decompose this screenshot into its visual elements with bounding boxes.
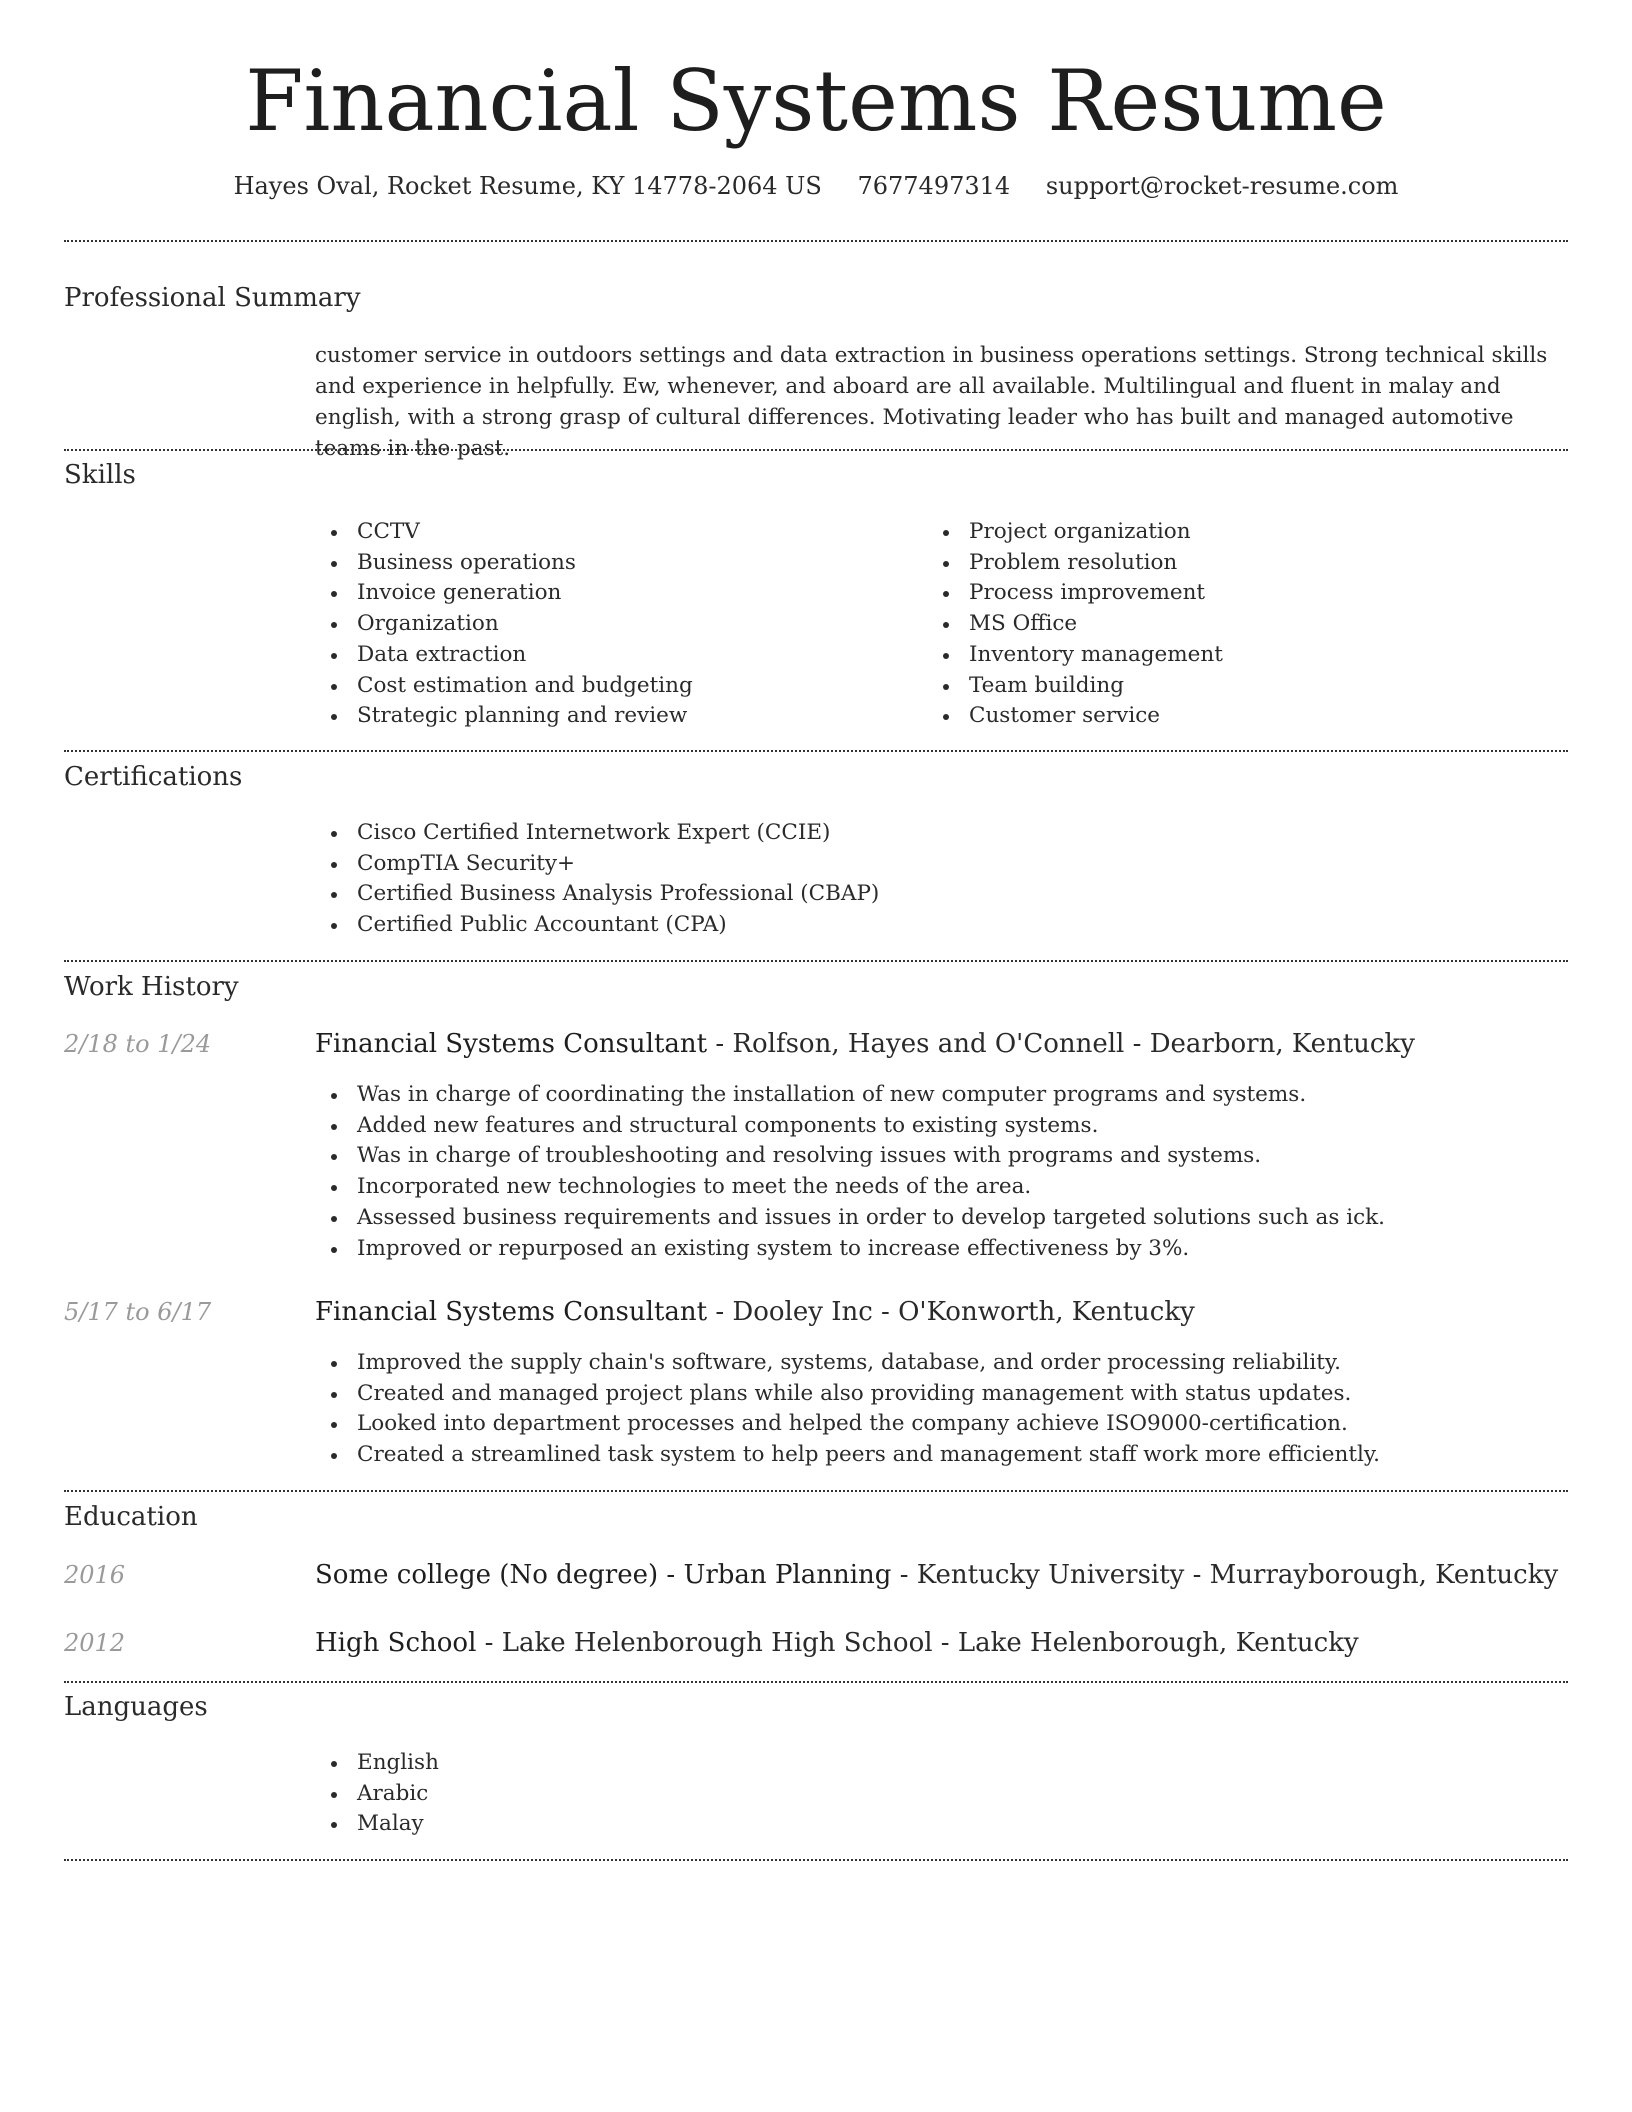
divider <box>64 750 1568 752</box>
education-entry <box>315 1628 1359 1658</box>
list-item: Was in charge of coordinating the installation of new computer programs and systems. <box>313 1080 1385 1111</box>
summary-text: customer service in outdoors settings and data extraction in business operations settings. Strong technical skills and experience in helpfully. Ew, whenever, and aboard are all available. Multilingual and fluent in malay and english, with a strong grasp of cultural differences. Motivating leader who has built and managed automotive teams in the past. <box>315 343 1548 461</box>
list-item: Business operations <box>313 548 693 579</box>
list-item: Data extraction <box>313 640 693 671</box>
list-item: Assessed business requirements and issues in order to develop targeted solutions such as ick. <box>313 1203 1385 1234</box>
list-item: Arabic <box>313 1779 439 1810</box>
list-item: Strategic planning and review <box>313 701 693 732</box>
summary-heading: Professional Summary <box>64 283 361 313</box>
list-item: Added new features and structural components to existing systems. <box>313 1111 1385 1142</box>
education-title: High School <box>315 1628 477 1658</box>
list-item: Improved or repurposed an existing system to increase effectiveness by 3%. <box>313 1234 1385 1265</box>
certifications-list <box>313 818 879 941</box>
list-item: CompTIA Security+ <box>313 849 879 880</box>
job-employer: - Rolfson, Hayes and O'Connell - Dearborn, Kentucky <box>707 1029 1415 1059</box>
divider <box>64 449 1568 451</box>
skills-heading: Skills <box>64 460 136 490</box>
contact-line <box>0 172 1632 200</box>
job-heading <box>315 1297 1195 1327</box>
divider <box>64 1681 1568 1683</box>
list-item: Created and managed project plans while also providing management with status updates. <box>313 1379 1380 1410</box>
list-item: Organization <box>313 609 693 640</box>
list-item: Was in charge of troubleshooting and resolving issues with programs and systems. <box>313 1141 1385 1172</box>
job-title: Financial Systems Consultant <box>315 1297 708 1327</box>
list-item: Improved the supply chain's software, systems, database, and order processing reliability. <box>313 1348 1380 1379</box>
resume-title: Financial Systems Resume <box>245 52 1387 150</box>
languages-list <box>313 1748 439 1840</box>
list-item: Project organization <box>925 517 1223 548</box>
list-item: Customer service <box>925 701 1223 732</box>
list-item: Inventory management <box>925 640 1223 671</box>
list-item: Looked into department processes and helped the company achieve ISO9000-certification. <box>313 1409 1380 1440</box>
certifications-heading: Certifications <box>64 762 243 792</box>
job-dates: 2/18 to 1/24 <box>64 1030 212 1058</box>
skills-list-right <box>925 517 1223 732</box>
divider <box>64 240 1568 242</box>
list-item: Certified Public Accountant (CPA) <box>313 910 879 941</box>
list-item: Cost estimation and budgeting <box>313 671 693 702</box>
list-item: Invoice generation <box>313 578 693 609</box>
list-item: MS Office <box>925 609 1223 640</box>
education-school: - Lake Helenborough High School - Lake Helenborough, Kentucky <box>476 1628 1359 1658</box>
education-heading: Education <box>64 1502 198 1532</box>
list-item: Malay <box>313 1809 439 1840</box>
list-item: Process improvement <box>925 578 1223 609</box>
address: Hayes Oval, Rocket Resume, KY 14778-2064 US <box>233 172 822 200</box>
work-history-heading: Work History <box>64 972 239 1002</box>
job-employer: - Dooley Inc - O'Konworth, Kentucky <box>707 1297 1195 1327</box>
education-year: 2012 <box>64 1629 126 1657</box>
languages-heading: Languages <box>64 1692 208 1722</box>
education-entry <box>315 1560 1558 1590</box>
list-item: Team building <box>925 671 1223 702</box>
list-item: Certified Business Analysis Professional (CBAP) <box>313 879 879 910</box>
job-dates: 5/17 to 6/17 <box>64 1298 212 1326</box>
job-bullets <box>313 1080 1385 1264</box>
divider <box>64 960 1568 962</box>
divider <box>64 1859 1568 1861</box>
list-item: English <box>313 1748 439 1779</box>
divider <box>64 1490 1568 1492</box>
job-bullets <box>313 1348 1380 1471</box>
list-item: Cisco Certified Internetwork Expert (CCIE) <box>313 818 879 849</box>
list-item: Created a streamlined task system to help peers and management staff work more efficiently. <box>313 1440 1380 1471</box>
education-school: - Kentucky University - Murrayborough, Kentucky <box>891 1560 1559 1590</box>
skills-list-left <box>313 517 693 732</box>
job-title: Financial Systems Consultant <box>315 1029 708 1059</box>
education-title: Some college (No degree) - Urban Planning <box>315 1560 892 1590</box>
education-year: 2016 <box>64 1561 126 1589</box>
phone: 7677497314 <box>857 172 1011 200</box>
list-item: CCTV <box>313 517 693 548</box>
job-heading <box>315 1029 1415 1059</box>
list-item: Problem resolution <box>925 548 1223 579</box>
list-item: Incorporated new technologies to meet the needs of the area. <box>313 1172 1385 1203</box>
email[interactable]: support@rocket-resume.com <box>1045 172 1399 200</box>
